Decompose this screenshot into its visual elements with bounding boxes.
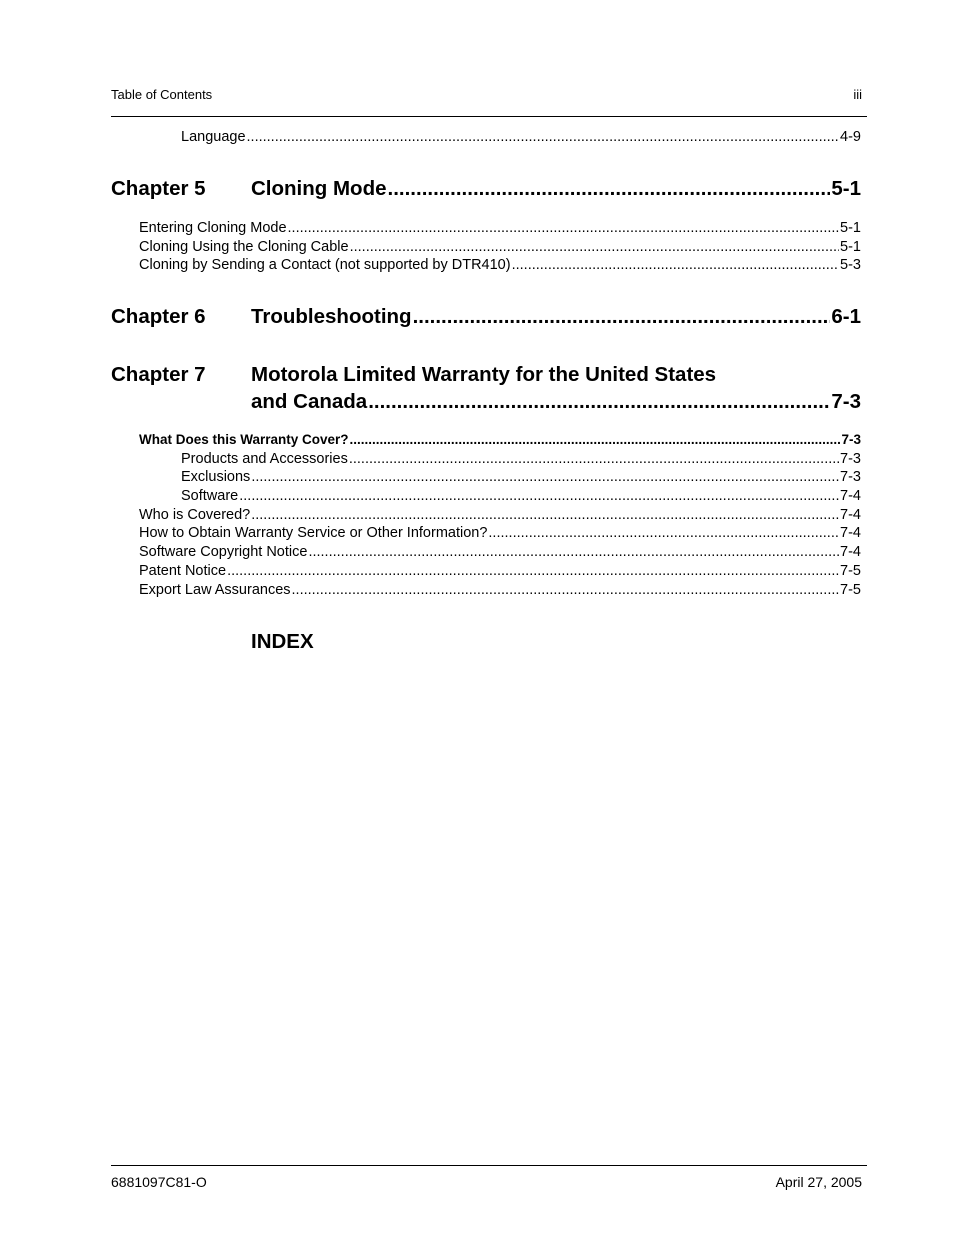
leader-dots (368, 389, 830, 415)
leader-dots (239, 487, 839, 505)
leader-dots (227, 562, 839, 580)
leader-dots (308, 543, 839, 561)
toc-entry-language[interactable]: Language ..... 4-9 (181, 128, 861, 146)
toc-entry[interactable]: Cloning by Sending a Contact (not supported by DTR410) ..... 5-3 (139, 256, 861, 274)
chapter-6-heading[interactable]: Troubleshooting ..... 6-1 (251, 304, 861, 330)
header-divider (111, 116, 867, 117)
index-heading[interactable]: INDEX (251, 630, 314, 653)
leader-dots (251, 506, 839, 524)
toc-entry[interactable]: Patent Notice ..... 7-5 (139, 562, 861, 580)
page-footer (111, 1173, 862, 1191)
toc-entry[interactable]: Products and Accessories ..... 7-3 (181, 450, 861, 468)
toc-entry[interactable]: Software ..... 7-4 (181, 487, 861, 505)
leader-dots (350, 238, 839, 256)
header-section-title: Table of Contents (111, 87, 213, 102)
toc-entry[interactable]: Entering Cloning Mode ..... 5-1 (139, 219, 861, 237)
leader-dots (512, 256, 839, 274)
toc-entry[interactable]: Exclusions ..... 7-3 (181, 468, 861, 486)
leader-dots (488, 524, 839, 542)
chapter-5-heading[interactable]: Cloning Mode ..... 5-1 (251, 176, 861, 202)
footer-date: April 27, 2005 (775, 1174, 862, 1190)
page-header (111, 86, 862, 103)
toc-entry[interactable]: Export Law Assurances ..... 7-5 (139, 581, 861, 599)
leader-dots (251, 468, 839, 486)
leader-dots (388, 176, 831, 202)
chapter-7-title-line1[interactable]: Motorola Limited Warranty for the United States (251, 363, 717, 386)
toc-entry[interactable]: Software Copyright Notice ..... 7-4 (139, 543, 861, 561)
footer-document-number: 6881097C81-O (111, 1174, 207, 1190)
leader-dots (247, 128, 840, 146)
toc-entry[interactable]: Cloning Using the Cloning Cable ..... 5-1 (139, 238, 861, 256)
chapter-6-number: Chapter 6 (111, 305, 206, 328)
leader-dots (413, 304, 831, 330)
footer-divider (111, 1165, 867, 1166)
toc-entry[interactable]: Who is Covered? ..... 7-4 (139, 506, 861, 524)
leader-dots (292, 581, 840, 599)
chapter-7-number: Chapter 7 (111, 363, 206, 386)
leader-dots (288, 219, 840, 237)
leader-dots (349, 450, 839, 468)
toc-entry[interactable]: How to Obtain Warranty Service or Other Information? ..... 7-4 (139, 524, 861, 542)
leader-dots (350, 431, 841, 449)
toc-entry-section[interactable]: What Does this Warranty Cover? ..... 7-3 (139, 431, 861, 449)
chapter-7-heading[interactable]: and Canada ..... 7-3 (251, 389, 861, 415)
header-page-number: iii (853, 87, 862, 102)
chapter-5-number: Chapter 5 (111, 177, 206, 200)
